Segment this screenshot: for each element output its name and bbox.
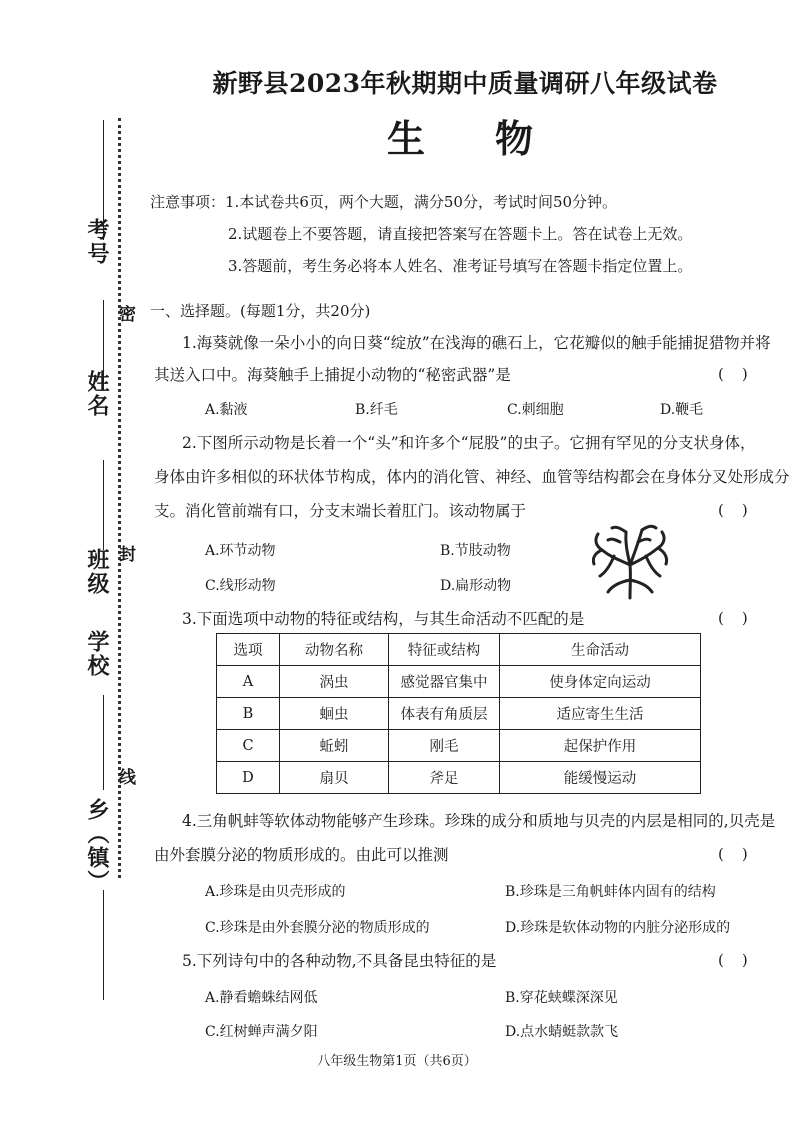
table-cell: C [217, 730, 280, 762]
table-row [217, 730, 701, 762]
table-cell: D [217, 762, 280, 794]
table-header-row [217, 634, 701, 666]
table-row [217, 762, 701, 794]
table-row [217, 666, 701, 698]
class-label: 班级 [84, 548, 110, 596]
q4-line2: 由外套膜分泌的物质形成的。由此可以推测 [154, 846, 449, 864]
seal-mi-label: 密 [115, 305, 135, 322]
table-cell: 感觉器官集中 [389, 666, 500, 698]
table-cell: A [217, 666, 280, 698]
q2-option-d: D.扁形动物 [440, 578, 512, 594]
q2-answer-paren: () [718, 501, 766, 519]
school-line [103, 695, 104, 790]
seal-xian-label: 线 [115, 768, 135, 785]
name-label: 姓名 [84, 370, 110, 418]
notice-item-3: 3.答题前，考生务必将本人姓名、准考证号填写在答题卡指定位置上。 [228, 257, 693, 275]
q2-line3: 支。消化管前端有口，分支末端长着肛门。该动物属于 [154, 502, 527, 520]
q2-line1: 2.下图所示动物是长着一个“头”和许多个“屁股”的虫子。它拥有罕见的分支状身体， [182, 434, 756, 452]
q1-line2: 其送入口中。海葵触手上捕捉小动物的“秘密武器”是 [154, 366, 511, 384]
class-line [103, 460, 104, 550]
table-header-cell: 生命活动 [500, 634, 701, 666]
table-cell: B [217, 698, 280, 730]
table-cell: 体表有角质层 [389, 698, 500, 730]
table-header-cell: 动物名称 [280, 634, 389, 666]
q1-option-a: A.黏液 [205, 402, 248, 418]
page-footer: 八年级生物第1页（共6页） [317, 1054, 477, 1069]
q5-option-c: C.红树蝉声满夕阳 [205, 1024, 318, 1040]
q1-line1: 1.海葵就像一朵小小的向日葵“绽放”在浅海的礁石上，它花瓣似的触手能捕捉猎物并将 [182, 334, 771, 352]
subject-title: 生物 [387, 116, 604, 161]
q1-option-b: B.纤毛 [355, 402, 398, 418]
seal-feng-label: 封 [115, 545, 135, 562]
q1-option-c: C.刺细胞 [507, 402, 564, 418]
q4-line1: 4.三角帆蚌等软体动物能够产生珍珠。珍珠的成分和质地与贝壳的内层是相同的,贝壳是 [182, 812, 776, 830]
table-cell: 涡虫 [280, 666, 389, 698]
q4-option-c: C.珍珠是由外套膜分泌的物质形成的 [205, 920, 430, 936]
q3-answer-paren: () [718, 609, 766, 627]
q5-option-a: A.静看蟾蛛结网低 [205, 990, 318, 1006]
notice-item-2: 2.试题卷上不要答题，请直接把答案写在答题卡上。答在试卷上无效。 [228, 225, 693, 243]
exam-no-label: 考号 [84, 218, 110, 266]
q5-option-b: B.穿花蛱蝶深深见 [505, 990, 618, 1006]
table-row [217, 698, 701, 730]
q5-answer-paren: () [718, 951, 766, 969]
table-cell: 适应寄生生活 [500, 698, 701, 730]
q2-option-c: C.线形动物 [205, 578, 276, 594]
table-cell: 能缓慢运动 [500, 762, 701, 794]
binding-margin [0, 0, 140, 1123]
notice-item-1 [150, 192, 617, 212]
q3-table [216, 633, 701, 794]
table-header-cell: 选项 [217, 634, 280, 666]
table-cell: 蛔虫 [280, 698, 389, 730]
school-label: 学校 [84, 630, 110, 678]
town-label: 乡（镇） [84, 798, 110, 894]
seal-dotted-line [118, 118, 121, 878]
q5-option-d: D.点水蜻蜓款款飞 [505, 1024, 619, 1040]
q2-option-b: B.节肢动物 [440, 543, 511, 559]
table-cell: 刚毛 [389, 730, 500, 762]
q1-answer-paren: () [718, 365, 766, 383]
exam-title: 新野县2023年秋期期中质量调研八年级试卷 [212, 69, 718, 98]
q4-answer-paren: () [718, 845, 766, 863]
section-heading: 一、选择题。(每题1分，共20分) [150, 302, 371, 320]
q5-stem: 5.下列诗句中的各种动物,不具备昆虫特征的是 [182, 952, 497, 970]
table-header-cell: 特征或结构 [389, 634, 500, 666]
table-cell: 起保护作用 [500, 730, 701, 762]
table-cell: 蚯蚓 [280, 730, 389, 762]
town-line [103, 890, 104, 1000]
q3-stem: 3.下面选项中动物的特征或结构，与其生命活动不匹配的是 [182, 610, 585, 628]
q4-option-d: D.珍珠是软体动物的内脏分泌形成的 [505, 920, 731, 936]
notice-lead: 注意事项： [150, 193, 226, 211]
q2-line2: 身体由许多相似的环状体节构成，体内的消化管、神经、血管等结构都会在身体分叉处形成分 [154, 468, 790, 486]
table-cell: 斧足 [389, 762, 500, 794]
q1-option-d: D.鞭毛 [660, 402, 704, 418]
q4-option-b: B.珍珠是三角帆蚌体内固有的结构 [505, 884, 716, 900]
q2-option-a: A.环节动物 [205, 543, 276, 559]
notice-text-1: 1.本试卷共6页，两个大题，满分50分，考试时间50分钟。 [225, 193, 618, 211]
table-cell: 扇贝 [280, 762, 389, 794]
q4-option-a: A.珍珠是由贝壳形成的 [205, 884, 346, 900]
table-cell: 使身体定向运动 [500, 666, 701, 698]
branching-worm-figure [590, 520, 670, 602]
